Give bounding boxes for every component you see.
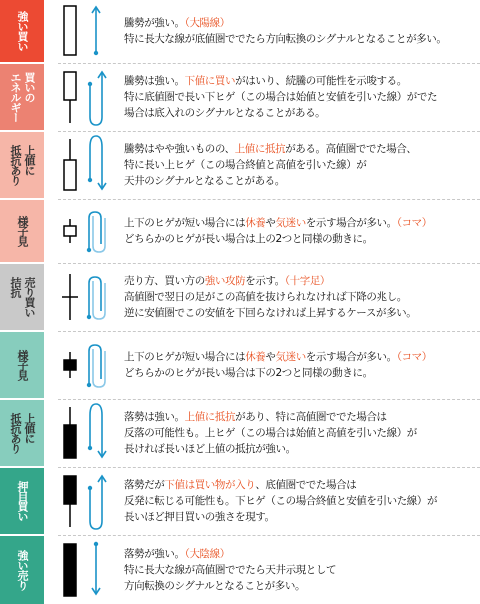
cross-doji-loop-arrow-icon — [56, 264, 112, 330]
description-text: 落勢だが — [124, 479, 165, 491]
pattern-label-text: エネルギー — [9, 72, 22, 122]
description-line — [124, 493, 474, 509]
pattern-row — [0, 64, 480, 130]
pattern-description — [124, 264, 474, 330]
highlight-text: （十字足） — [284, 275, 331, 287]
description-text: 騰勢はやや強いものの、 — [124, 143, 235, 155]
highlight-text: 下値に買い — [184, 75, 236, 87]
pattern-row — [0, 468, 480, 534]
description-text: 落勢は強い。 — [124, 411, 185, 423]
description-text: や — [265, 351, 276, 363]
description-line — [124, 141, 474, 157]
candlestick-icon — [56, 400, 112, 466]
description-line — [124, 173, 474, 189]
pattern-label — [0, 0, 44, 62]
description-text: 上下のヒゲが短い場合には — [124, 351, 246, 363]
description-text: を示す場合が多い。 — [305, 351, 397, 363]
candlestick-icon — [56, 264, 112, 330]
pattern-row — [0, 200, 480, 262]
pattern-row — [0, 536, 480, 604]
description-text: 反発に転じる可能性も。下ヒゲ（この場合終値と安値を引いた線）が — [124, 495, 438, 507]
candle-body — [64, 6, 76, 55]
description-text: 特に長大な線が底値圏ででたら方向転換のシグナルとなることが多い。 — [124, 33, 447, 45]
bullish-long-candle-up-arrow-icon — [56, 0, 112, 62]
highlight-text: 上値に抵抗 — [234, 143, 286, 155]
arrow-tail-dot — [87, 315, 91, 319]
description-text: 騰勢が強い。 — [124, 17, 185, 29]
pattern-label-text: 押目買い — [16, 481, 29, 521]
candlestick-icon — [56, 468, 112, 534]
pattern-label — [0, 64, 44, 130]
description-line — [124, 289, 474, 305]
arrow-loop — [89, 277, 101, 317]
arrow-tail-dot — [88, 178, 92, 182]
arrow-tail-dot — [87, 248, 91, 252]
description-text: 特に長大な線が高値圏ででたら天井示現として — [124, 564, 337, 576]
pattern-label-text: 上値に — [23, 145, 36, 175]
pattern-description — [124, 0, 474, 62]
candle-body — [64, 476, 76, 504]
description-text: 長ければ長いほど上値の抵抗が強い。 — [124, 443, 296, 455]
description-line — [124, 305, 474, 321]
candle-body — [64, 360, 76, 370]
description-line — [124, 441, 474, 457]
arrow-tail-dot — [88, 82, 92, 86]
highlight-text: （コマ） — [396, 217, 432, 229]
description-line — [124, 215, 474, 231]
description-text: 長いほど押目買いの強さを現す。 — [124, 511, 275, 523]
highlight-text: （大陰線） — [184, 548, 230, 560]
highlight-text: 上値に抵抗 — [184, 411, 236, 423]
bearish-upper-shadow-hook-down-arrow-icon — [56, 400, 112, 466]
description-text: 逆に安値圏でこの安値を下回らなければ上昇するケースが多い。 — [124, 307, 417, 319]
arrow-tail-dot — [94, 51, 98, 55]
candle-body — [64, 425, 76, 458]
highlight-text: （コマ） — [396, 351, 432, 363]
pattern-row — [0, 0, 480, 62]
highlight-text: 気迷い — [275, 351, 306, 363]
highlight-text: 休養 — [245, 217, 266, 229]
description-line — [124, 546, 474, 562]
description-line — [124, 231, 474, 247]
description-text: 騰勢は強い。 — [124, 75, 185, 87]
highlight-text: 気迷い — [275, 217, 306, 229]
arrow-loop-light — [93, 216, 105, 252]
bullish-lower-shadow-hook-up-arrow-icon — [56, 64, 112, 130]
highlight-text: 休養 — [245, 351, 266, 363]
bearish-long-candle-down-arrow-icon — [56, 536, 112, 604]
description-text: や — [265, 217, 276, 229]
description-line — [124, 425, 474, 441]
pattern-label-text: 拮抗 — [9, 277, 22, 297]
description-text: 特に底値圏で長い下ヒゲ（この場合は始値と安値を引いた線）がでた — [124, 91, 438, 103]
description-line — [124, 73, 474, 89]
description-text: がある。高値圏ででた場合、 — [285, 143, 417, 155]
description-text: 反落の可能性も。上ヒゲ（この場合は始値と高値を引いた線）が — [124, 427, 417, 439]
description-text: どちらかのヒゲが長い場合は下の2つと同様の動きに。 — [124, 367, 373, 379]
candlestick-icon — [56, 132, 112, 198]
pattern-description — [124, 200, 474, 262]
pattern-label-text: 様子見 — [16, 216, 29, 246]
description-text: 、底値圏ででた場合は — [255, 479, 357, 491]
pattern-label-text: 売り買い — [23, 277, 36, 317]
candlestick-icon — [56, 0, 112, 62]
pattern-label-text: 買いの — [23, 72, 36, 102]
arrow-tail-dot — [88, 446, 92, 450]
description-text: 売り方、買い方の — [124, 275, 205, 287]
pattern-label-text: 抵抗あり — [9, 413, 22, 453]
pattern-label-text: 強い売り — [16, 550, 29, 590]
description-line — [124, 562, 474, 578]
description-line — [124, 365, 474, 381]
pattern-label-text: 上値に — [23, 413, 36, 443]
description-line — [124, 477, 474, 493]
pattern-description — [124, 536, 474, 604]
description-text: があり、特に高値圏ででた場合は — [235, 411, 387, 423]
candle-body — [64, 160, 76, 190]
bearish-lower-shadow-hook-up-arrow-icon — [56, 468, 112, 534]
pattern-label — [0, 468, 44, 534]
highlight-text: 強い攻防 — [204, 275, 246, 287]
description-line — [124, 89, 474, 105]
description-text: 特に長い上ヒゲ（この場合終値と高値を引いた線）が — [124, 159, 367, 171]
description-text: 方向転換のシグナルとなることが多い。 — [124, 580, 306, 592]
pattern-row — [0, 132, 480, 198]
description-text: 落勢が強い。 — [124, 548, 185, 560]
arrow-shaft — [90, 72, 102, 125]
pattern-label — [0, 264, 44, 330]
description-line — [124, 409, 474, 425]
candle-body — [64, 544, 76, 596]
description-line — [124, 273, 474, 289]
description-text: どちらかのヒゲが長い場合は上の2つと同様の動きに。 — [124, 233, 373, 245]
pattern-label — [0, 132, 44, 198]
description-text: 上下のヒゲが短い場合には — [124, 217, 246, 229]
description-text: 天井のシグナルとなることがある。 — [124, 175, 285, 187]
pattern-row — [0, 264, 480, 330]
description-line — [124, 578, 474, 594]
description-line — [124, 31, 474, 47]
arrow-shaft — [90, 476, 102, 529]
candlestick-icon — [56, 332, 112, 398]
pattern-label — [0, 332, 44, 398]
bullish-upper-shadow-hook-down-arrow-icon — [56, 132, 112, 198]
description-line — [124, 349, 474, 365]
pattern-description — [124, 400, 474, 466]
highlight-text: 下値は買い物が入り — [164, 479, 256, 491]
description-text: 高値圏で翌日の足がこの高値を抜けられなければ下降の兆し。 — [124, 291, 407, 303]
arrow-tail-dot — [94, 542, 98, 546]
candlestick-icon — [56, 200, 112, 262]
arrow-loop — [89, 212, 101, 250]
description-text: 場合は底入れのシグナルとなることがある。 — [124, 107, 326, 119]
description-text: がはいり、続騰の可能性を示唆する。 — [235, 75, 407, 87]
arrow-tail-dot — [87, 383, 91, 387]
pattern-row — [0, 332, 480, 398]
pattern-description — [124, 132, 474, 198]
arrow-tail-dot — [88, 486, 92, 490]
pattern-description — [124, 64, 474, 130]
pattern-label — [0, 536, 44, 604]
pattern-label-text: 抵抗あり — [9, 145, 22, 185]
small-black-body-loop-arrow-icon — [56, 332, 112, 398]
description-text: を示す場合が多い。 — [305, 217, 397, 229]
pattern-label — [0, 400, 44, 466]
description-line — [124, 509, 474, 525]
candle-body — [64, 226, 76, 236]
candlestick-icon — [56, 64, 112, 130]
arrow-loop — [89, 345, 101, 385]
description-text: を示す。 — [245, 275, 285, 287]
candle-body — [64, 72, 76, 100]
pattern-label-text: 様子見 — [16, 350, 29, 380]
pattern-description — [124, 332, 474, 398]
pattern-label-text: 強い買い — [16, 11, 29, 51]
arrow-loop-light — [93, 349, 105, 387]
description-line — [124, 157, 474, 173]
pattern-description — [124, 468, 474, 534]
small-white-body-loop-arrow-icon — [56, 200, 112, 262]
candlestick-icon — [56, 536, 112, 604]
pattern-label — [0, 200, 44, 262]
arrow-loop-light — [93, 281, 105, 319]
description-line — [124, 15, 474, 31]
highlight-text: （大陽線） — [184, 17, 230, 29]
description-line — [124, 105, 474, 121]
pattern-row — [0, 400, 480, 466]
